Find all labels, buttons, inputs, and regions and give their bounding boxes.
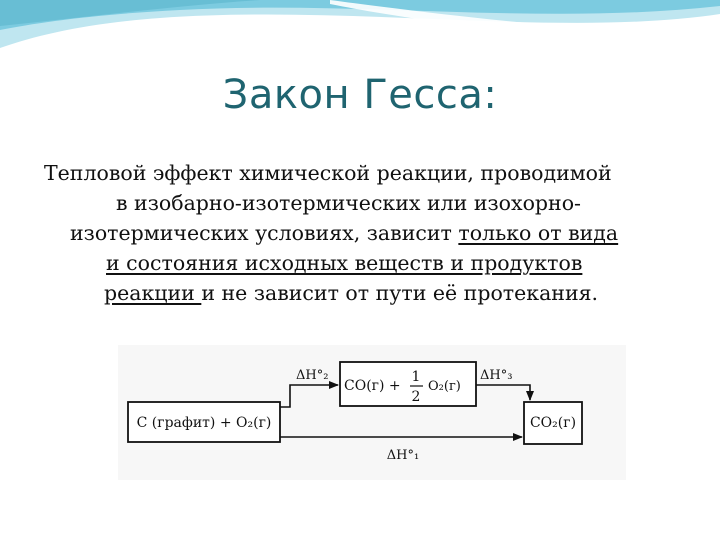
intermediate-o2-label: O₂(г): [428, 379, 461, 394]
reactants-label: C (графит) + O₂(г): [136, 415, 272, 431]
statement-line-5-underlined: реакции: [104, 281, 202, 305]
statement-line-5: [44, 278, 684, 308]
statement-line-4: и состояния исходных веществ и продуктов: [106, 251, 583, 275]
step2-enthalpy-label: ΔH°₃: [480, 368, 513, 383]
fraction-denominator: 2: [411, 389, 421, 405]
statement-line-3: [44, 218, 684, 248]
hess-cycle-diagram: [118, 345, 626, 480]
law-statement: [44, 158, 684, 308]
step2-arrow: [476, 385, 530, 400]
statement-line-3-underlined: только от вида: [458, 221, 619, 245]
product-label: CO₂(г): [529, 415, 577, 431]
statement-line-2: в изобарно-изотермических или изохорно-: [116, 191, 581, 215]
step1-arrow: [280, 385, 338, 407]
statement-line-3-plain: изотермических условиях, зависит: [70, 221, 459, 245]
fraction-numerator: 1: [411, 369, 421, 385]
intermediate-co-label: CO(г) +: [344, 378, 401, 394]
slide-title: Закон Гесса:: [222, 72, 498, 118]
header-wave-decoration: [0, 0, 720, 60]
statement-line-5-plain: и не зависит от пути её протекания.: [201, 281, 599, 305]
step1-enthalpy-label: ΔH°₂: [296, 368, 329, 383]
statement-line-1: Тепловой эффект химической реакции, проводимой: [44, 161, 612, 185]
direct-enthalpy-label: ΔH°₁: [386, 448, 420, 463]
